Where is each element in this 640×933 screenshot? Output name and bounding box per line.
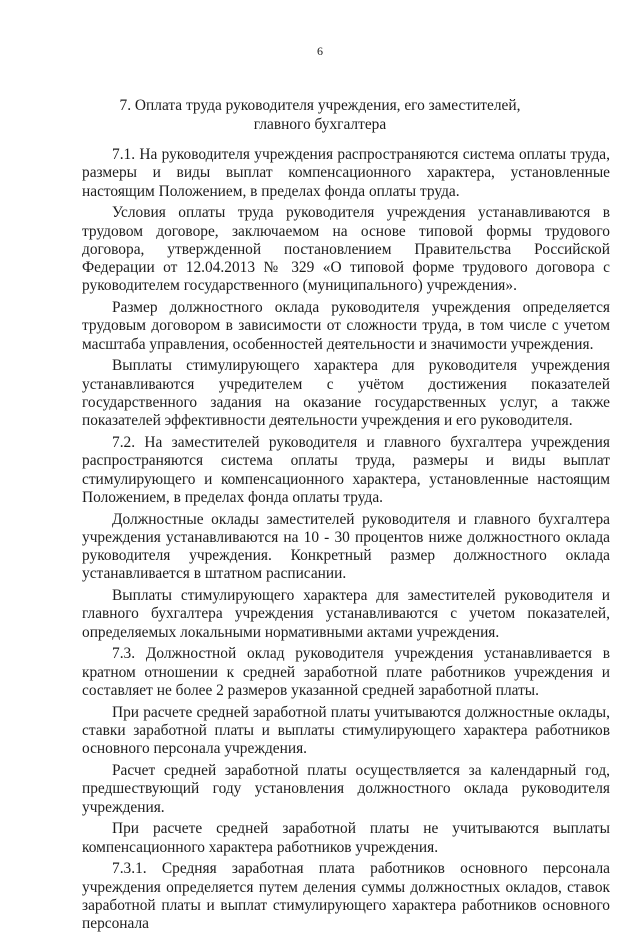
paragraph-calc-period: Расчет средней заработной платы осуществляется за календарный год, предшествующий году установления должностного оклада руководителя учреждения.	[82, 762, 610, 816]
paragraph-deputy-incentives: Выплаты стимулирующего характера для заместителей руководителя и главного бухгалтера учреждения устанавливаются с учетом показателей, определяемых локальными нормативными актами учреждения.	[82, 587, 610, 641]
paragraph-excluded-payments: При расчете средней заработной платы не учитываются выплаты компенсационного характера работников учреждения.	[82, 820, 610, 856]
paragraph-7-3-1: 7.3.1. Средняя заработная плата работников основного персонала учреждения определяется путем деления суммы должностных окладов, ставок заработной платы и выплат стимулирующего характера работников основного персонала	[82, 860, 610, 933]
paragraph-7-2: 7.2. На заместителей руководителя и главного бухгалтера учреждения распространяются система оплаты труда, размеры и виды выплат стимулирующего и компенсационного характера, установленные настоящим Положением, в пределах фонда оплаты труда.	[82, 434, 610, 506]
document-body	[82, 146, 610, 933]
paragraph-contract-terms: Условия оплаты труда руководителя учреждения устанавливаются в трудовом договоре, заключаемом на основе типовой формы трудового договора, утвержденной постановлением Правительства Российской Федерации от 12.04.2013 № 329 «О типовой форме трудового договора с руководителем государственного (муниципального) учреждения».	[82, 204, 610, 295]
page-number: 6	[317, 44, 323, 58]
paragraph-incentive-payments: Выплаты стимулирующего характера для руководителя учреждения устанавливаются учредителем с учётом достижения показателей государственного задания на оказание государственных услуг, а также показателей эффективности деятельности учреждения и его руководителя.	[82, 357, 610, 430]
paragraph-7-3: 7.3. Должностной оклад руководителя учреждения устанавливается в кратном отношении к средней заработной плате работников учреждения и составляет не более 2 размеров указанной средней заработной платы.	[82, 645, 610, 700]
section-title: 7. Оплата труда руководителя учреждения, его заместителей, главного бухгалтера	[119, 97, 521, 133]
paragraph-deputy-salaries: Должностные оклады заместителей руководителя и главного бухгалтера учреждения устанавливаются на 10 - 30 процентов ниже должностного оклада руководителя учреждения. Конкретный размер должностного оклада устанавливается в штатном расписании.	[82, 510, 610, 583]
paragraph-7-1: 7.1. На руководителя учреждения распространяются система оплаты труда, размеры и виды выплат компенсационного характера, установленные настоящим Положением, в пределах фонда оплаты труда.	[82, 146, 610, 200]
paragraph-salary-size: Размер должностного оклада руководителя учреждения определяется трудовым договором в зависимости от сложности труда, в том числе с учетом масштаба управления, особенностей деятельности и значимости учреждения.	[82, 299, 610, 353]
paragraph-average-salary-calc: При расчете средней заработной платы учитываются должностные оклады, ставки заработной платы и выплаты стимулирующего характера работников основного персонала учреждения.	[82, 703, 610, 758]
